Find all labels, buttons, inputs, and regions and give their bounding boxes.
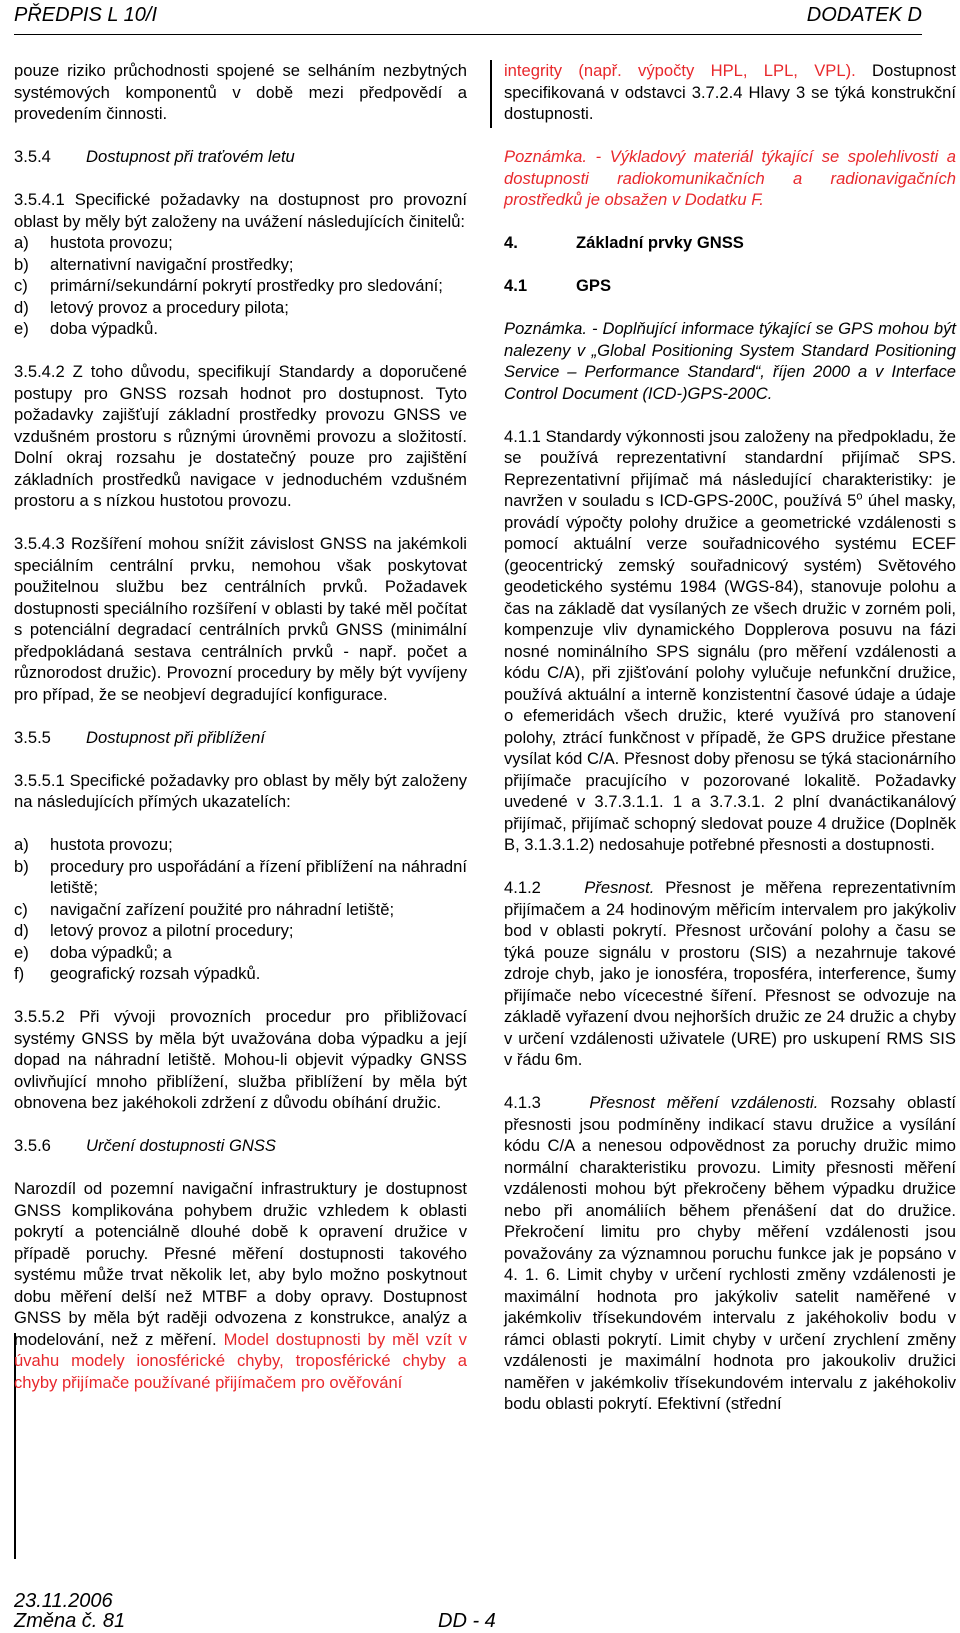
- paragraph: pouze riziko průchodnosti spojené se selháním nezbytných systémových komponentů v době mezi předpovědí a provedením činnosti.: [14, 61, 467, 123]
- paragraph-text: 4.1.1 Standardy výkonnosti jsou založeny na předpokladu, že se používá reprezentativní standardní přijímač SPS. Reprezentativní přijímač má následující charakteristiky: je navržen v souladu s ICD-GPS-200C, používá 5: [504, 426, 956, 510]
- section-title: Dostupnost při traťovém letu: [86, 147, 295, 166]
- list-text: letový provoz a pilotní procedury;: [50, 921, 294, 940]
- paragraph: [504, 426, 956, 856]
- paragraph: 3.5.4.2 Z toho důvodu, specifikují Standardy a doporučené postupy pro GNSS rozsah hodnot pro dostupnost. Tyto požadavky zajišťují základní prostředky provozu GNSS ve vzdušném prostoru s různými úrovněmi provozu a složitostí. Dolní okraj rozsahu je dostatečný pouze pro zajištění základních prostředků navigace v jednoduchém vzdušném prostoru a s nízkou hustotou provozu.: [14, 362, 467, 510]
- paragraph-number: 4.1.2: [504, 878, 541, 897]
- list-item: [14, 942, 467, 964]
- list-text: hustota provozu;: [50, 835, 173, 854]
- page-footer: [14, 1590, 954, 1630]
- list-item: [14, 275, 467, 297]
- list-item: [14, 318, 467, 340]
- footer-page-number: DD - 4: [438, 1610, 496, 1632]
- list-marker: d): [14, 921, 29, 940]
- header-regulation: PŘEDPIS L 10/I: [14, 4, 158, 26]
- list-item: [14, 254, 467, 276]
- paragraph: [14, 1178, 467, 1393]
- list-item: [14, 899, 467, 921]
- note: [504, 318, 956, 404]
- section-title: GPS: [576, 276, 612, 295]
- section-number: 3.5.4: [14, 147, 51, 166]
- paragraph: 3.5.5.2 Při vývoji provozních procedur pro přibližovací systémy GNSS by měla být uvažována doba výpadku a její dopad na náhradní letiště. Mohou-li objevit výpadky GNSS ovlivňující mnoho přiblížení, služba přiblížení by měla být obnovena bez jakéhokoli zdržení z důvodu obíhání družic.: [14, 1007, 467, 1112]
- section-title: Určení dostupnosti GNSS: [86, 1136, 276, 1155]
- list-item: [14, 834, 467, 856]
- list: [14, 232, 467, 340]
- paragraph: [504, 1092, 956, 1415]
- footer-date: 23.11.2006: [14, 1590, 113, 1612]
- header-annex: DODATEK D: [806, 4, 922, 26]
- section-number: 4.1: [504, 276, 528, 295]
- paragraph-text: úhel masky, provádí výpočty polohy družice a geometrické vzdálenosti s pomocí aktuální verze souřadnicového systému ECEF (geocentrický zemský souřadnicový systém) Světového geodetického systému 1984 (WGS-84), stanovuje polohu a čas na základě dat vysílaných ze všech družic v zorném poli, kompenzuje vliv dynamického Dopplerova posuvu na fázi nosné nominálního SPS signálu (pro měření vzdálenosti a kódu C/A), při zjišťování polohy vylučuje nefunkční družice, používá aktuální a interně konzistentní časové údaje a údaje o efemeridách všech družic, které využívá pro stanovení polohy, ztrácí funkčnost v případě, že GPS družice přestane vysílat kód C/A. Přesnost doby přenosu se týká stacionárního přijímače pracujícího v pozorované lokalitě. Požadavky uvedené v 3.7.3.1.1. 1 a 3.7.3.1. 2 plní dvanáctikanálový přijímač, přijímač schopný sledovat pouze 4 družice (Doplněk B, 3.1.3.1.2) nedosahuje potřebné přesnosti a dostupnosti.: [504, 491, 957, 854]
- list-item: [14, 963, 467, 985]
- paragraph-text: Přesnost je měřena reprezentativním přijímačem a 24 hodinovým měřicím intervalem pro jakýkoliv bod v oblasti pokrytí. Přesnost určování polohy a času se týká pouze signálu v prostoru (SIS) a nezahrnuje takové zdroje chyb, jako je ionosféra, troposféra, interference, šumy přijímače nebo vícecestné šíření. Přesnost se odvozuje na základě vyřazení dvou nejhorších družic ze 24 družic a chyby v určení vzdálenosti uživatele (URE) pro uskupení RMS SIS v řádu 6m.: [504, 878, 956, 1069]
- section-title: Dostupnost při přiblížení: [86, 727, 265, 747]
- list: [14, 834, 467, 985]
- list-text: doba výpadků.: [50, 319, 158, 338]
- list-marker: e): [14, 319, 29, 338]
- paragraph-number: 4.1.3: [504, 1093, 541, 1112]
- list-text: navigační zařízení použité pro náhradní letiště;: [50, 899, 395, 919]
- note: [504, 146, 956, 211]
- list-marker: b): [14, 254, 29, 274]
- section-number: 3.5.5: [14, 727, 51, 747]
- list-text: alternativní navigační prostředky;: [50, 254, 294, 274]
- section-number: 3.5.6: [14, 1136, 51, 1155]
- note-label: Poznámka.: [504, 147, 588, 166]
- paragraph-title: Přesnost měření vzdálenosti.: [589, 1093, 819, 1112]
- footer-amendment: Změna č. 81: [14, 1610, 126, 1632]
- list-item: [14, 232, 467, 254]
- list-item: [14, 856, 467, 899]
- section-heading: [14, 1135, 467, 1157]
- paragraph-text: Narozdíl od pozemní navigační infrastruktury je dostupnost GNSS komplikována pohybem družic vzhledem k oblasti pokrytí a potenciálně dlouhé době k opravení družice v případě poruchy. Přesné měření dostupnosti takového systému může trvat několik let, aby bylo možno poskytnout dobu měření delší než MTBF a doby opravy. Dostupnost GNSS by měla být raději odvozena z konstrukce, analýz a modelování, než z měření.: [14, 1179, 467, 1349]
- list-text: procedury pro uspořádání a řízení přiblížení na náhradní letiště;: [50, 856, 467, 897]
- list-text: doba výpadků; a: [50, 942, 172, 962]
- paragraph: 3.5.4.1 Specifické požadavky na dostupnost pro provozní oblast by měly být založeny na uvážení následujících činitelů:: [14, 190, 467, 231]
- right-column: [504, 60, 956, 1436]
- left-column: [14, 60, 467, 1415]
- paragraph-title: Přesnost.: [584, 878, 655, 897]
- paragraph-text: Rozsahy oblastí přesnosti jsou podmíněny indikací stavu družice a vysílání kódu C/A a nenesou odpovědnost za poruchy družic mimo normální charakteristiku provozu. Limity přesnosti měření vzdálenosti mohou být překročeny během výpadku družice nebo při anomáliích během přenášení dat do družice. Překročení limitu pro chyby měření vzdálenosti jsou považovány za významnou poruchu funkce jak je popsáno v 4. 1. 6. Limit chyby v určení rychlosti změny vzdálenosti je maximální hodnota pro jakýkoliv satelit naměřené v jakémkoliv třísekundovém intervalu z jakéhokoliv bodu v rámci oblasti pokrytí. Limit chyby v určení zrychlení změny vzdálenosti je maximální hodnota pro jakoukoliv družici naměřen v jakémkoliv třísekundovém intervalu z jakéhokoliv bodu oblasti pokrytí. Efektivní (střední: [504, 1093, 956, 1413]
- list-text: geografický rozsah výpadků.: [50, 964, 261, 983]
- list-text: hustota provozu;: [50, 233, 173, 252]
- chapter-number: 4.: [504, 233, 518, 252]
- superscript: o: [856, 490, 863, 503]
- paragraph: [504, 877, 956, 1071]
- list-marker: c): [14, 276, 28, 295]
- list-item: [14, 920, 467, 942]
- paragraph: [504, 60, 956, 125]
- page-header: [0, 0, 960, 36]
- section-heading: [14, 146, 467, 168]
- chapter-heading: [504, 232, 956, 254]
- list-text: primární/sekundární pokrytí prostředky pro sledování;: [50, 276, 443, 295]
- paragraph: 3.5.5.1 Specifické požadavky pro oblast by měly být založeny na následujících přímých ukazatelích:: [14, 770, 467, 811]
- list-marker: c): [14, 899, 28, 919]
- paragraph-text-highlighted: Model dostupnosti by měl vzít v úvahu modely ionosférické chyby, troposférické chyby a chyby přijímače používané přijímačem pro ověřování: [14, 1329, 467, 1392]
- paragraph: 3.5.4.3 Rozšíření mohou snížit závislost GNSS na jakémkoli speciálním centrální prvku, nemohou však poskytovat použitelnou službu bez centrálních prvků. Požadavek dostupnosti speciálního rozšíření v oblasti by také měl počítat s potenciální degradací centrálních prvků GNSS (minimální předpokládaná sestava centrálních prvků - např. počet a různorodost družic). Provozní procedury by měly být vyvíjeny pro případ, že se neobjeví degradující konfigurace.: [14, 534, 467, 704]
- chapter-title: Základní prvky GNSS: [576, 233, 744, 252]
- list-marker: f): [14, 964, 25, 983]
- note-label: Poznámka.: [504, 319, 588, 338]
- note-text: - Doplňující informace týkající se GPS mohou být nalezeny v „Global Positioning System Standard Positioning Service – Performance Standard“, říjen 2000 a v Interface Control Document (ICD-)GPS-200C.: [504, 319, 956, 403]
- section-heading: [14, 727, 467, 749]
- list-marker: a): [14, 233, 29, 252]
- note-text: - Výkladový materiál týkající se spolehlivosti a dostupnosti radiokomunikačních a radionavigačních prostředků je obsažen v Dodatku F.: [504, 147, 956, 209]
- list-marker: a): [14, 835, 29, 854]
- list-marker: e): [14, 942, 29, 962]
- paragraph-text: Dostupnost specifikovaná v odstavci 3.7.2.4 Hlavy 3 se týká konstrukční dostupnosti.: [504, 61, 956, 123]
- section-heading: [504, 275, 956, 297]
- list-item: [14, 297, 467, 319]
- list-text: letový provoz a procedury pilota;: [50, 297, 289, 317]
- list-marker: d): [14, 297, 29, 317]
- paragraph-text-highlighted: integrity (např. výpočty HPL, LPL, VPL).: [504, 61, 856, 80]
- header-rule: [14, 34, 922, 35]
- list-marker: b): [14, 856, 29, 876]
- change-bar: [490, 60, 492, 128]
